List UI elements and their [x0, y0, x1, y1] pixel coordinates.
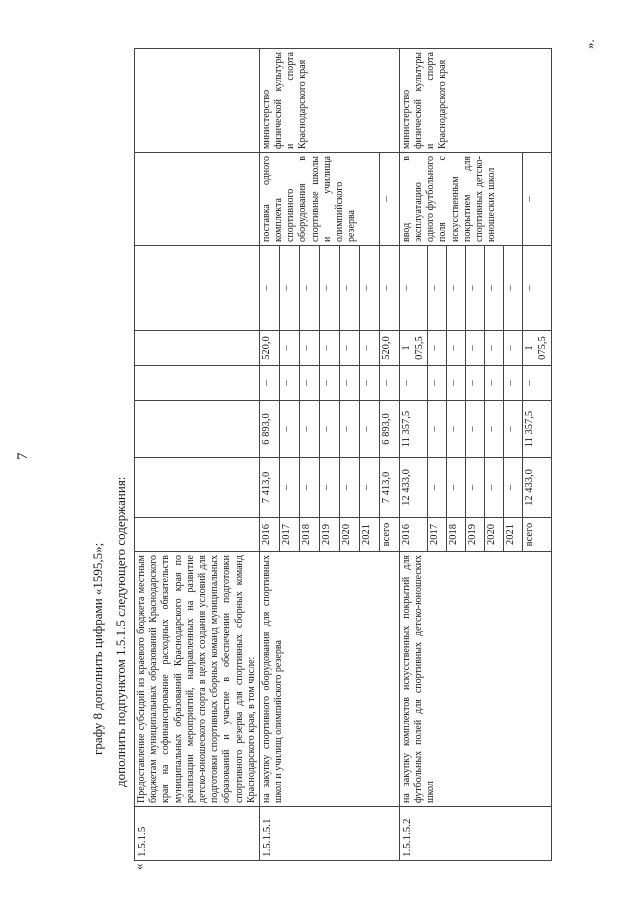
row-a-executor-cell: министерство физической культуры и спорта Краснодарского края — [259, 49, 399, 153]
total-cell: – — [339, 458, 359, 518]
result-dash-cell: – — [523, 153, 552, 246]
opening-quote: « — [131, 863, 146, 870]
extra-cell: – — [485, 246, 504, 331]
local-cell: 1 075,5 — [399, 331, 428, 366]
regional-cell: 6 893,0 — [379, 401, 399, 458]
federal-cell: – — [504, 366, 523, 401]
extra-cell: – — [299, 246, 319, 331]
regional-cell: 11 357,5 — [523, 401, 552, 458]
local-cell: – — [447, 331, 466, 366]
federal-cell: – — [299, 366, 319, 401]
empty-cell — [135, 401, 260, 458]
year-cell: 2020 — [339, 518, 359, 552]
empty-cell — [135, 366, 260, 401]
federal-cell: – — [379, 366, 399, 401]
empty-cell — [135, 246, 260, 331]
total-cell: – — [299, 458, 319, 518]
row-b-result-cell: ввод в эксплуатацию одного футбольного поля с искусственным покрытием для спортивных детско-юношеских школ — [399, 153, 523, 246]
local-cell: – — [279, 331, 299, 366]
federal-cell: – — [359, 366, 379, 401]
year-cell: 2020 — [485, 518, 504, 552]
empty-cell — [135, 153, 260, 246]
regional-cell: – — [279, 401, 299, 458]
federal-cell: – — [279, 366, 299, 401]
regional-cell: – — [299, 401, 319, 458]
local-cell: – — [428, 331, 447, 366]
federal-cell: – — [466, 366, 485, 401]
year-cell: 2017 — [428, 518, 447, 552]
extra-cell: – — [428, 246, 447, 331]
extra-cell: – — [523, 246, 552, 331]
local-cell: – — [485, 331, 504, 366]
extra-cell: – — [319, 246, 339, 331]
total-cell: 12 433,0 — [399, 458, 428, 518]
table-body — [135, 49, 552, 861]
year-cell: всего — [523, 518, 552, 552]
total-cell: – — [485, 458, 504, 518]
extra-cell: – — [466, 246, 485, 331]
row-b-name-cell: на закупку комплектов искусственных покрытий для футбольных полей для спортивных детско-юношеских школ — [399, 552, 551, 807]
federal-cell: – — [399, 366, 428, 401]
year-cell: 2016 — [259, 518, 279, 552]
main-name-cell: Предоставление субсидий из краевого бюджета местным бюджетам муниципальных образований Краснодарского края на софинансирование расходных обязательств муниципальных образований Краснодарского края по реализации мероприятий, направленных на развитие детско-юношеского спорта в целях создания условий для подготовки спортивных сборных команд муниципальных образований и участие в обеспечении подготовки спортивного резерва для спортивных сборных команд Краснодарского края, в том числе: — [135, 552, 260, 807]
table-row — [259, 49, 279, 861]
local-cell: 520,0 — [259, 331, 279, 366]
local-cell: – — [466, 331, 485, 366]
total-cell: – — [428, 458, 447, 518]
extra-cell: – — [399, 246, 428, 331]
year-cell: 2016 — [399, 518, 428, 552]
year-cell: 2018 — [447, 518, 466, 552]
total-cell: – — [447, 458, 466, 518]
regional-cell: – — [359, 401, 379, 458]
year-cell: 2021 — [504, 518, 523, 552]
regional-cell: – — [447, 401, 466, 458]
federal-cell: – — [428, 366, 447, 401]
total-cell: 7 413,0 — [379, 458, 399, 518]
empty-cell — [135, 518, 260, 552]
federal-cell: – — [523, 366, 552, 401]
extra-cell: – — [504, 246, 523, 331]
row-b-executor-cell: министерство физической культуры и спорта Краснодарского края — [399, 49, 551, 153]
empty-cell — [135, 331, 260, 366]
regional-cell: – — [466, 401, 485, 458]
empty-cell — [135, 458, 260, 518]
closing-quote: ». — [582, 39, 597, 49]
intro-line-1: графу 8 дополнить цифрами «1595,5»; — [90, 542, 105, 755]
extra-cell: – — [359, 246, 379, 331]
empty-cell — [135, 49, 260, 153]
total-cell: 7 413,0 — [259, 458, 279, 518]
extra-cell: – — [279, 246, 299, 331]
total-cell: – — [319, 458, 339, 518]
extra-cell: – — [447, 246, 466, 331]
local-cell: 1 075,5 — [523, 331, 552, 366]
local-cell: – — [504, 331, 523, 366]
extra-cell: – — [379, 246, 399, 331]
year-cell: 2017 — [279, 518, 299, 552]
row-a-code-cell: 1.5.1.5.1 — [259, 807, 399, 861]
local-cell: – — [359, 331, 379, 366]
local-cell: – — [339, 331, 359, 366]
year-cell: всего — [379, 518, 399, 552]
program-table — [134, 48, 552, 861]
year-cell: 2021 — [359, 518, 379, 552]
federal-cell: – — [339, 366, 359, 401]
regional-cell: – — [319, 401, 339, 458]
year-cell: 2019 — [319, 518, 339, 552]
federal-cell: – — [485, 366, 504, 401]
table-row-main — [135, 49, 260, 861]
total-cell: – — [466, 458, 485, 518]
total-cell: – — [279, 458, 299, 518]
regional-cell: – — [485, 401, 504, 458]
total-cell: – — [504, 458, 523, 518]
regional-cell: 11 357,5 — [399, 401, 428, 458]
extra-cell: – — [259, 246, 279, 331]
table-row — [399, 49, 428, 861]
intro-line-2: дополнить подпунктом 1.5.1.5 следующего содержания: — [113, 476, 128, 787]
regional-cell: – — [504, 401, 523, 458]
federal-cell: – — [447, 366, 466, 401]
local-cell: – — [319, 331, 339, 366]
year-cell: 2019 — [466, 518, 485, 552]
page-number: 7 — [15, 452, 31, 460]
row-a-name-cell: на закупку спортивного оборудования для спортивных школ и училищ олимпийского резерва — [259, 552, 399, 807]
total-cell: 12 433,0 — [523, 458, 552, 518]
federal-cell: – — [259, 366, 279, 401]
result-dash-cell: – — [379, 153, 399, 246]
row-a-result-cell: поставка одного комплекта спортивного оборудования в спортивные школы и училища олимпийского резерва — [259, 153, 379, 246]
regional-cell: – — [339, 401, 359, 458]
row-b-code-cell: 1.5.1.5.2 — [399, 807, 551, 861]
local-cell: 520,0 — [379, 331, 399, 366]
regional-cell: – — [428, 401, 447, 458]
federal-cell: – — [319, 366, 339, 401]
regional-cell: 6 893,0 — [259, 401, 279, 458]
main-code-cell: 1.5.1.5 — [135, 807, 260, 861]
year-cell: 2018 — [299, 518, 319, 552]
extra-cell: – — [339, 246, 359, 331]
total-cell: – — [359, 458, 379, 518]
local-cell: – — [299, 331, 319, 366]
